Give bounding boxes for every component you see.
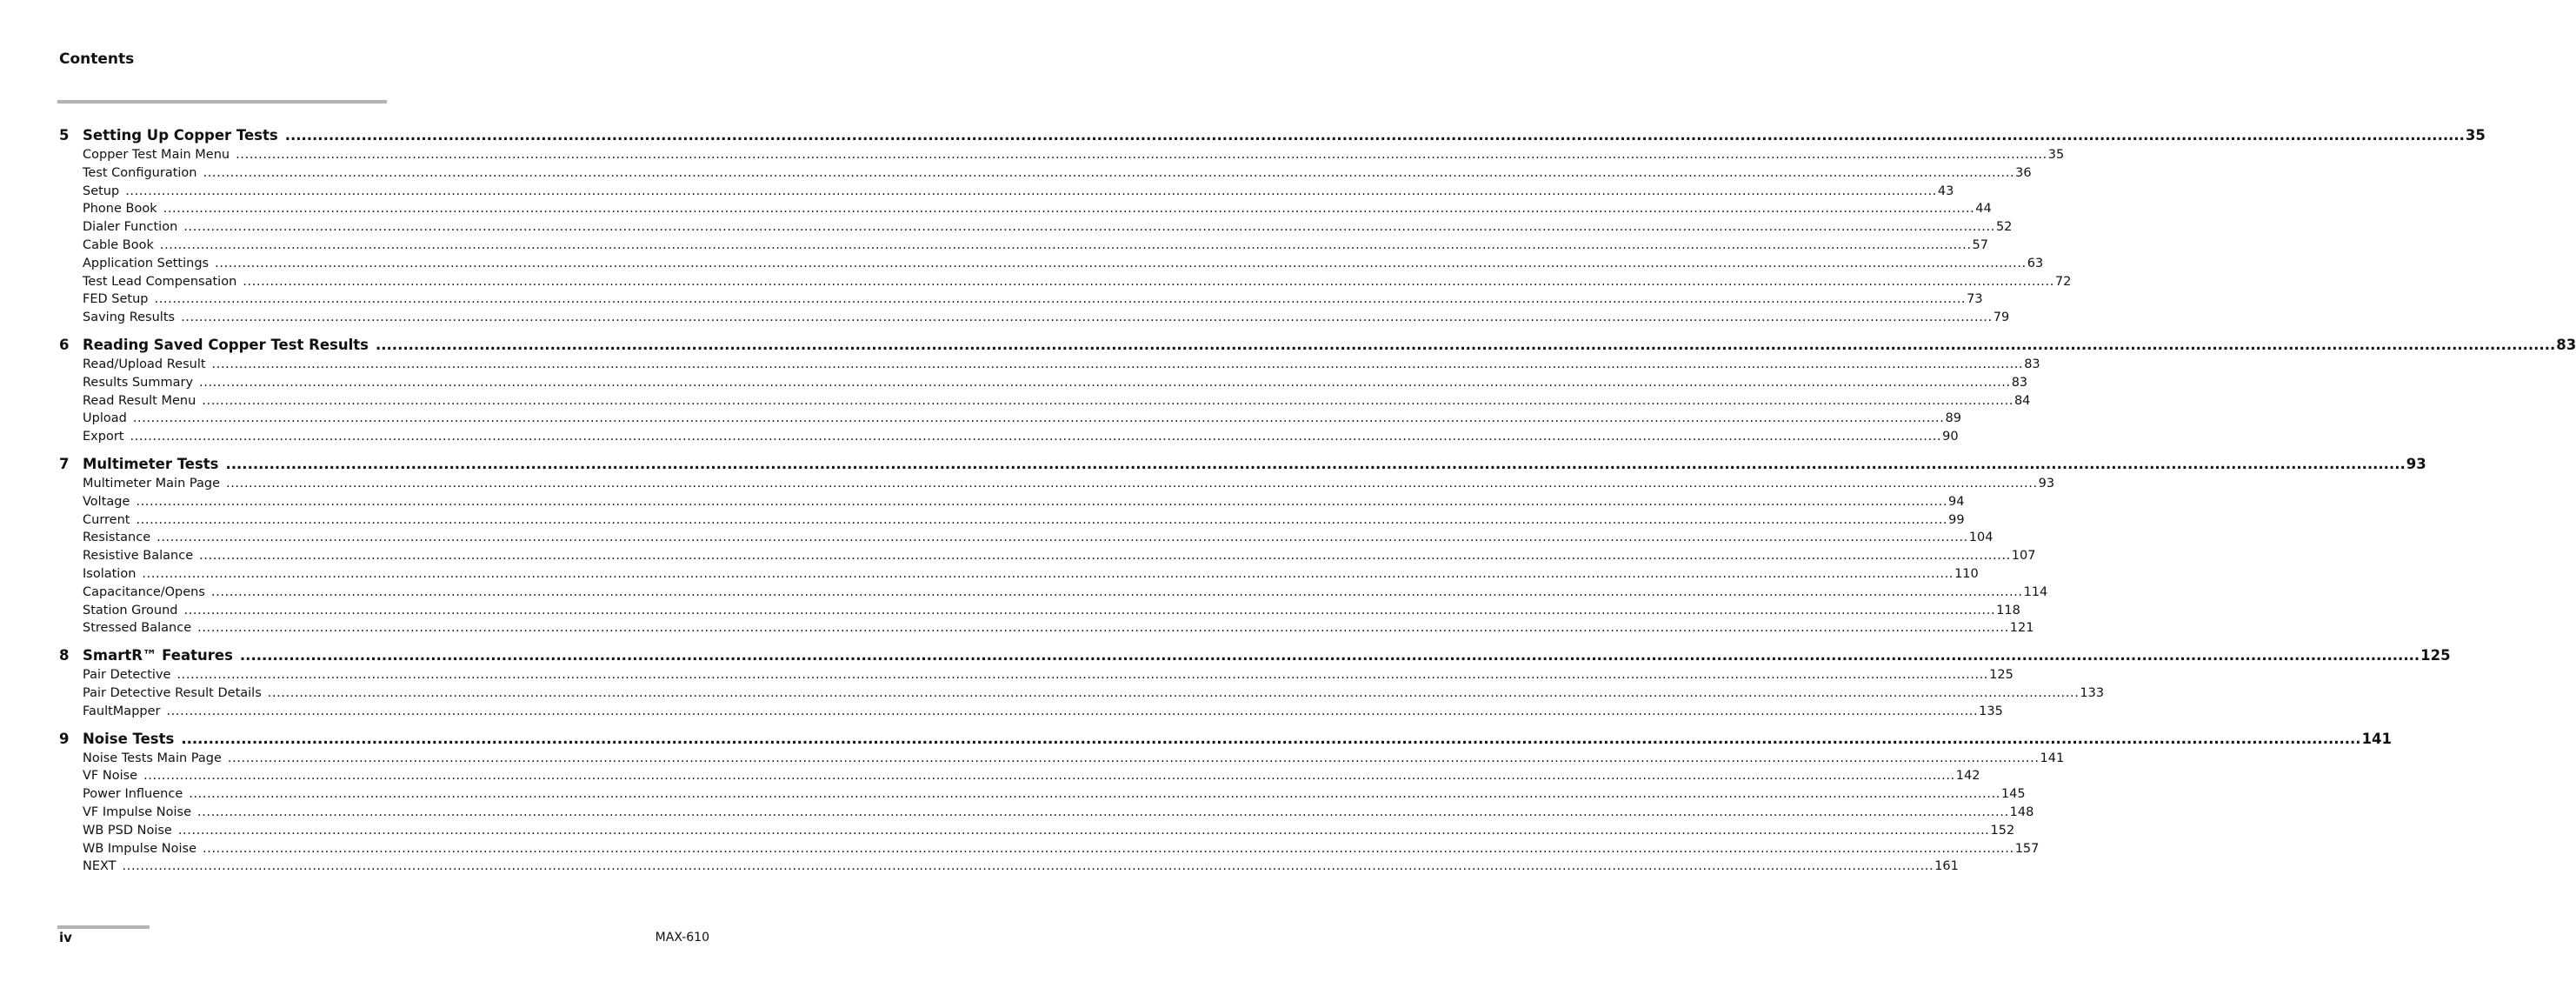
- chapter-heading[interactable]: [59, 730, 2393, 751]
- entry-page-number: 83: [2024, 357, 2040, 371]
- entry-title: Results Summary: [83, 375, 194, 390]
- dot-leader: ................................................................................................................................................................................................................................................................................................................................................................................................................: [227, 751, 2040, 765]
- dot-leader: ................................................................................................................................................................................................................................................................................................................................................................................................................: [125, 184, 1937, 198]
- dot-leader: ................................................................................................................................................................................................................................................................................................................................................................................................................: [156, 531, 1968, 545]
- entry-title: Current: [83, 512, 130, 527]
- entry-page-number: 135: [1979, 704, 2003, 718]
- entry-title: Pair Detective Result Details: [83, 685, 262, 700]
- section-list: [83, 148, 2072, 329]
- dot-leader: ................................................................................................................................................................................................................................................................................................................................................................................................................: [203, 841, 2014, 856]
- dot-leader: ................................................................................................................................................................................................................................................................................................................................................................................................................: [199, 549, 2011, 564]
- dot-leader: ................................................................................................................................................................................................................................................................................................................................................................................................................: [136, 512, 1948, 527]
- entry-title: WB PSD Noise: [83, 823, 172, 838]
- dot-leader: ................................................................................................................................................................................................................................................................................................................................................................................................................: [284, 127, 2465, 144]
- entry-title: Isolation: [83, 566, 136, 581]
- toc-entry[interactable]: [83, 256, 2044, 275]
- entry-page-number: 141: [2040, 751, 2065, 765]
- toc-entry[interactable]: [83, 292, 1983, 310]
- dot-leader: ................................................................................................................................................................................................................................................................................................................................................................................................................: [202, 393, 2014, 408]
- entry-title: Voltage: [83, 494, 130, 509]
- entry-page-number: 107: [2011, 549, 2036, 564]
- page-title: Contents: [59, 50, 135, 68]
- dot-leader: ................................................................................................................................................................................................................................................................................................................................................................................................................: [239, 647, 2420, 664]
- entry-page-number: 145: [2000, 787, 2026, 802]
- entry-page-number: 118: [1996, 603, 2020, 617]
- toc-entry[interactable]: [83, 202, 1992, 220]
- entry-title: Saving Results: [83, 310, 176, 325]
- toc-entry[interactable]: [83, 220, 2013, 238]
- chapter-page-number: 35: [2465, 127, 2486, 144]
- entry-page-number: 89: [1945, 411, 1961, 426]
- dot-leader: ................................................................................................................................................................................................................................................................................................................................................................................................................: [267, 685, 2080, 700]
- entry-title: Capacitance/Opens: [83, 584, 205, 599]
- toc-chapter: [59, 647, 2451, 722]
- dot-leader: ................................................................................................................................................................................................................................................................................................................................................................................................................: [142, 566, 1954, 581]
- toc-entry[interactable]: [83, 184, 1954, 203]
- entry-title: Setup: [83, 184, 120, 198]
- dot-leader: ................................................................................................................................................................................................................................................................................................................................................................................................................: [183, 603, 1996, 617]
- entry-page-number: 93: [2038, 476, 2055, 491]
- entry-title: Read Result Menu: [83, 393, 196, 408]
- toc-entry[interactable]: [83, 531, 1994, 549]
- chapter-title: Multimeter Tests: [83, 455, 219, 472]
- entry-title: Test Lead Compensation: [83, 274, 237, 289]
- entry-title: Resistive Balance: [83, 549, 194, 564]
- entry-page-number: 152: [1990, 823, 2015, 838]
- entry-page-number: 79: [1993, 310, 2010, 325]
- entry-title: Noise Tests Main Page: [83, 751, 222, 765]
- dot-leader: ................................................................................................................................................................................................................................................................................................................................................................................................................: [211, 357, 2024, 371]
- dot-leader: ................................................................................................................................................................................................................................................................................................................................................................................................................: [203, 165, 2015, 180]
- dot-leader: ................................................................................................................................................................................................................................................................................................................................................................................................................: [177, 823, 1990, 838]
- toc-entry[interactable]: [83, 668, 2014, 686]
- section-list: [83, 476, 2055, 639]
- chapter-number: 6: [59, 336, 70, 353]
- footer-page-number: iv: [59, 930, 72, 945]
- chapter-title: SmartR™ Features: [83, 647, 233, 664]
- entry-title: Stressed Balance: [83, 621, 192, 636]
- chapter-title: Setting Up Copper Tests: [83, 127, 278, 144]
- toc-entry[interactable]: [83, 165, 2032, 184]
- toc-entry[interactable]: [83, 393, 2031, 412]
- entry-page-number: 121: [2009, 621, 2034, 636]
- entry-title: Cable Book: [83, 237, 154, 252]
- dot-leader: ................................................................................................................................................................................................................................................................................................................................................................................................................: [199, 375, 2011, 390]
- dot-leader: ................................................................................................................................................................................................................................................................................................................................................................................................................: [210, 584, 2023, 599]
- toc-entry[interactable]: [83, 685, 2105, 704]
- entry-title: Station Ground: [83, 603, 178, 617]
- entry-title: Read/Upload Result: [83, 357, 206, 371]
- dot-leader: ................................................................................................................................................................................................................................................................................................................................................................................................................: [136, 494, 1948, 509]
- toc-chapter: [59, 730, 2393, 878]
- chapter-heading[interactable]: [59, 647, 2451, 668]
- chapter-heading[interactable]: [59, 336, 2576, 357]
- table-of-contents: [59, 127, 2576, 885]
- dot-leader: ................................................................................................................................................................................................................................................................................................................................................................................................................: [181, 730, 2361, 747]
- toc-chapter: [59, 455, 2426, 639]
- entry-page-number: 83: [2011, 375, 2028, 390]
- dot-leader: ................................................................................................................................................................................................................................................................................................................................................................................................................: [189, 787, 2000, 802]
- dot-leader: ................................................................................................................................................................................................................................................................................................................................................................................................................: [143, 769, 1955, 784]
- header-rule: [57, 100, 387, 103]
- toc-entry[interactable]: [83, 787, 2026, 805]
- entry-page-number: 43: [1937, 184, 1954, 198]
- chapter-title: Reading Saved Copper Test Results: [83, 336, 369, 353]
- entry-page-number: 99: [1948, 512, 1965, 527]
- section-list: [83, 668, 2105, 722]
- toc-entry[interactable]: [83, 751, 2065, 770]
- entry-title: Copper Test Main Menu: [83, 148, 230, 162]
- entry-page-number: 63: [2027, 256, 2044, 270]
- toc-entry[interactable]: [83, 823, 2015, 842]
- dot-leader: ................................................................................................................................................................................................................................................................................................................................................................................................................: [226, 476, 2038, 491]
- entry-title: FaultMapper: [83, 704, 161, 718]
- toc-entry[interactable]: [83, 804, 2034, 824]
- section-list: [83, 357, 2040, 448]
- toc-entry[interactable]: [83, 494, 1965, 513]
- chapter-title: Noise Tests: [83, 730, 175, 747]
- entry-title: Pair Detective: [83, 668, 171, 683]
- entry-page-number: 142: [1955, 769, 1980, 784]
- toc-entry[interactable]: [83, 859, 1959, 878]
- dot-leader: ................................................................................................................................................................................................................................................................................................................................................................................................................: [132, 411, 1945, 426]
- dot-leader: ................................................................................................................................................................................................................................................................................................................................................................................................................: [122, 859, 1934, 874]
- toc-entry[interactable]: [83, 375, 2028, 394]
- toc-entry[interactable]: [83, 476, 2055, 495]
- entry-title: WB Impulse Noise: [83, 841, 197, 856]
- section-list: [83, 751, 2065, 878]
- chapter-number: 8: [59, 647, 70, 664]
- entry-title: Resistance: [83, 531, 151, 545]
- entry-title: Multimeter Main Page: [83, 476, 220, 491]
- toc-entry[interactable]: [83, 621, 2034, 639]
- dot-leader: ................................................................................................................................................................................................................................................................................................................................................................................................................: [197, 621, 2009, 636]
- dot-leader: ................................................................................................................................................................................................................................................................................................................................................................................................................: [376, 336, 2556, 353]
- toc-entry[interactable]: [83, 549, 2036, 567]
- entry-page-number: 148: [2009, 804, 2034, 819]
- toc-entry[interactable]: [83, 704, 2003, 723]
- entry-page-number: 125: [1989, 668, 2014, 683]
- entry-page-number: 57: [1972, 237, 1988, 252]
- dot-leader: ................................................................................................................................................................................................................................................................................................................................................................................................................: [159, 237, 1972, 252]
- entry-page-number: 114: [2023, 584, 2048, 599]
- entry-page-number: 133: [2080, 685, 2105, 700]
- entry-page-number: 44: [1975, 202, 1992, 217]
- entry-title: Dialer Function: [83, 220, 178, 235]
- footer-rule: [57, 925, 150, 929]
- dot-leader: ................................................................................................................................................................................................................................................................................................................................................................................................................: [176, 668, 1989, 683]
- dot-leader: ................................................................................................................................................................................................................................................................................................................................................................................................................: [183, 220, 1995, 235]
- chapter-number: 9: [59, 730, 70, 747]
- dot-leader: ................................................................................................................................................................................................................................................................................................................................................................................................................: [130, 430, 1942, 444]
- entry-page-number: 73: [1967, 292, 1983, 307]
- chapter-number: 7: [59, 455, 70, 472]
- entry-page-number: 94: [1948, 494, 1965, 509]
- dot-leader: ................................................................................................................................................................................................................................................................................................................................................................................................................: [225, 455, 2406, 472]
- dot-leader: ................................................................................................................................................................................................................................................................................................................................................................................................................: [181, 310, 1993, 325]
- dot-leader: ................................................................................................................................................................................................................................................................................................................................................................................................................: [197, 804, 2009, 819]
- entry-page-number: 84: [2014, 393, 2031, 408]
- entry-title: Export: [83, 430, 124, 444]
- toc-entry[interactable]: [83, 148, 2065, 166]
- toc-chapter: [59, 127, 2486, 329]
- chapter-heading[interactable]: [59, 127, 2486, 148]
- entry-page-number: 104: [1968, 531, 1994, 545]
- dot-leader: ................................................................................................................................................................................................................................................................................................................................................................................................................: [215, 256, 2027, 270]
- entry-title: VF Impulse Noise: [83, 804, 191, 819]
- chapter-page-number: 83: [2556, 336, 2576, 353]
- toc-entry[interactable]: [83, 769, 1980, 787]
- toc-entry[interactable]: [83, 237, 1988, 257]
- entry-title: Test Configuration: [83, 165, 197, 180]
- entry-title: Application Settings: [83, 256, 210, 270]
- entry-title: FED Setup: [83, 292, 149, 307]
- entry-page-number: 161: [1934, 859, 1959, 874]
- toc-entry[interactable]: [83, 584, 2048, 604]
- chapter-heading[interactable]: [59, 455, 2426, 477]
- entry-page-number: 35: [2047, 148, 2065, 162]
- entry-title: Upload: [83, 411, 127, 426]
- entry-page-number: 36: [2015, 165, 2032, 180]
- toc-entry[interactable]: [83, 357, 2040, 376]
- toc-chapter: [59, 336, 2576, 448]
- toc-entry[interactable]: [83, 411, 1961, 430]
- entry-page-number: 52: [1995, 220, 2013, 235]
- toc-entry[interactable]: [83, 841, 2040, 860]
- footer-document-name: MAX-610: [655, 931, 709, 945]
- toc-entry[interactable]: [83, 430, 1959, 448]
- toc-entry[interactable]: [83, 310, 2010, 329]
- toc-entry[interactable]: [83, 512, 1965, 531]
- entry-page-number: 157: [2014, 841, 2040, 856]
- chapter-page-number: 93: [2406, 455, 2426, 472]
- dot-leader: ................................................................................................................................................................................................................................................................................................................................................................................................................: [236, 148, 2047, 162]
- entry-title: Phone Book: [83, 202, 157, 217]
- entry-title: NEXT: [83, 859, 116, 874]
- chapter-page-number: 141: [2361, 730, 2393, 747]
- dot-leader: ................................................................................................................................................................................................................................................................................................................................................................................................................: [243, 274, 2054, 289]
- dot-leader: ................................................................................................................................................................................................................................................................................................................................................................................................................: [166, 704, 1979, 718]
- chapter-page-number: 125: [2420, 647, 2451, 664]
- entry-page-number: 110: [1954, 566, 1979, 581]
- dot-leader: ................................................................................................................................................................................................................................................................................................................................................................................................................: [154, 292, 1967, 307]
- entry-title: VF Noise: [83, 769, 138, 784]
- entry-page-number: 72: [2054, 274, 2072, 289]
- toc-entry[interactable]: [83, 603, 2020, 622]
- toc-entry[interactable]: [83, 274, 2072, 293]
- entry-page-number: 90: [1942, 430, 1959, 444]
- dot-leader: ................................................................................................................................................................................................................................................................................................................................................................................................................: [163, 202, 1975, 217]
- entry-title: Power Influence: [83, 787, 183, 802]
- toc-entry[interactable]: [83, 566, 1979, 585]
- chapter-number: 5: [59, 127, 70, 144]
